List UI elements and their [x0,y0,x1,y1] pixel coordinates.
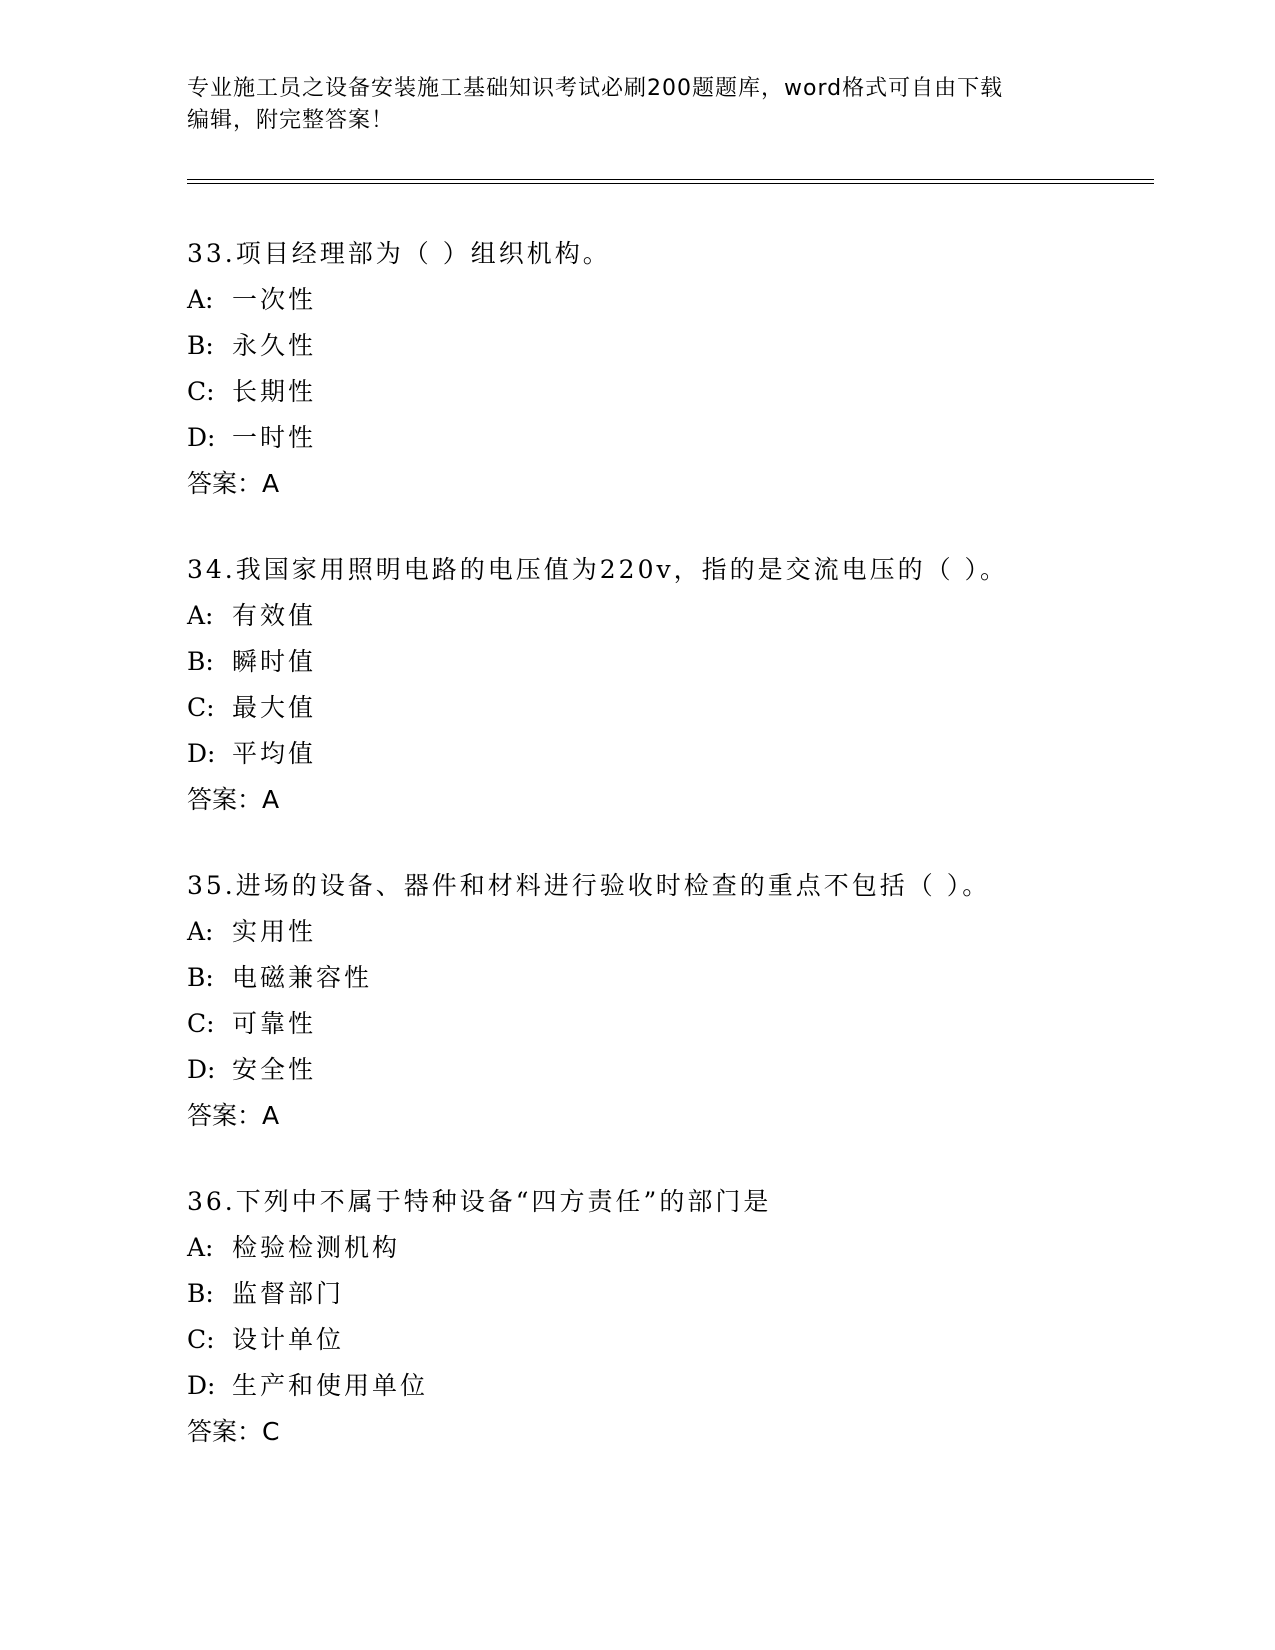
answer-line: 答案：A [187,785,280,814]
option-text: 最大值 [232,693,317,722]
option-text: 生产和使用单位 [232,1371,429,1400]
option-c [187,1001,1167,1047]
option-a [187,1225,1167,1271]
document-header [187,73,1087,137]
option-text: 永久性 [232,331,317,360]
option-key: A: [187,285,214,314]
option-text: 检验检测机构 [232,1233,401,1262]
header-divider-bottom [187,183,1154,184]
option-text: 一时性 [232,423,317,452]
header-title-line1: 专业施工员之设备安装施工基础知识考试必刷200题题库，word格式可自由下载 [187,76,1004,101]
option-key: D: [187,739,216,768]
option-text: 设计单位 [232,1325,345,1354]
option-text: 一次性 [232,285,317,314]
option-key: D: [187,1371,216,1400]
option-key: D: [187,1055,216,1084]
question-stem: 34.我国家用照明电路的电压值为220v，指的是交流电压的（ ）。 [187,555,1009,584]
option-key: D: [187,423,216,452]
option-text: 监督部门 [232,1279,345,1308]
option-d [187,731,1167,777]
option-a [187,277,1167,323]
option-d [187,1363,1167,1409]
option-c [187,1317,1167,1363]
question-36 [187,1179,1167,1455]
option-d [187,1047,1167,1093]
option-c [187,369,1167,415]
option-a [187,593,1167,639]
header-title-line2: 编辑，附完整答案！ [187,108,395,133]
question-stem: 33.项目经理部为（ ）组织机构。 [187,239,611,268]
option-key: B: [187,331,214,360]
option-key: C: [187,1325,215,1354]
answer-line: 答案：A [187,469,280,498]
question-35 [187,863,1167,1139]
option-b [187,1271,1167,1317]
option-b [187,639,1167,685]
option-text: 实用性 [232,917,317,946]
header-divider-top [187,179,1154,180]
option-key: C: [187,377,215,406]
option-text: 平均值 [232,739,317,768]
option-text: 安全性 [232,1055,317,1084]
option-key: A: [187,601,214,630]
answer-line: 答案：C [187,1417,280,1446]
option-a [187,909,1167,955]
option-text: 瞬时值 [232,647,317,676]
option-key: C: [187,1009,215,1038]
option-key: B: [187,647,214,676]
question-stem: 35.进场的设备、器件和材料进行验收时检查的重点不包括（ ）。 [187,871,991,900]
option-key: C: [187,693,215,722]
question-stem: 36.下列中不属于特种设备“四方责任”的部门是 [187,1187,772,1216]
option-key: A: [187,1233,214,1262]
option-b [187,323,1167,369]
option-c [187,685,1167,731]
option-text: 电磁兼容性 [232,963,373,992]
option-key: B: [187,963,214,992]
option-text: 长期性 [232,377,317,406]
option-b [187,955,1167,1001]
option-text: 可靠性 [232,1009,317,1038]
option-text: 有效值 [232,601,317,630]
option-key: B: [187,1279,214,1308]
option-key: A: [187,917,214,946]
question-33 [187,231,1167,507]
question-34 [187,547,1167,823]
option-d [187,415,1167,461]
answer-line: 答案：A [187,1101,280,1130]
